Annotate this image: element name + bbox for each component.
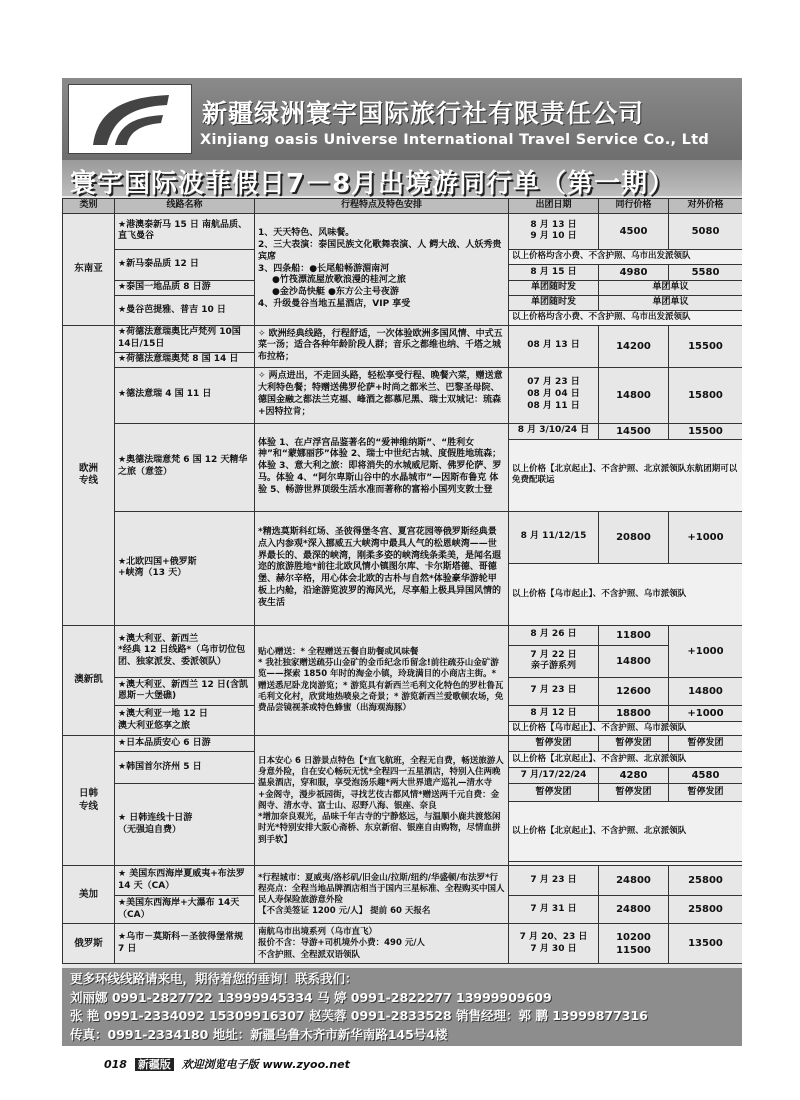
company-name-en: Xinjiang oasis Universe International Travel Service Co., Ltd [200,132,710,148]
status: 暂停发团 [599,784,669,802]
departure-date: 单团随时发 [509,296,599,311]
route-features: ✧ 欧洲经典线路，行程舒适，一次体验欧洲多国风情、中式五菜一汤；适合各种年龄阶段人群；音乐之都维也纳、千塔之城布拉格； [255,326,509,368]
edition-badge: 新疆版 [135,1058,174,1071]
price-note: 以上价格均含小费、不含护照、乌市出发派领队 [509,311,743,326]
public-price: 15500 [669,326,743,368]
price-note: 以上价格均含小费、不含护照、乌市出发派领队 [509,249,743,264]
peer-price: 11800 [599,625,669,645]
departure-date: 7 月 20、23 日 7 月 30 日 [509,924,599,964]
status: 暂停发团 [669,736,743,752]
website-text: 欢迎浏览电子版 www.zyoo.net [181,1058,350,1071]
peer-price: 14800 [599,645,669,677]
table-row [63,213,743,249]
status: 暂停发团 [509,736,599,752]
status: 暂停发团 [509,784,599,802]
route-features: 南航乌市出境系列（乌市直飞） 报价不含：导游+司机境外小费：490 元/人 不含护照、全程派双语领队 [255,924,509,964]
public-price: +1000 [669,511,743,563]
category-cell: 欧洲 专线 [63,326,115,626]
public-price: 14800 [669,677,743,705]
page-footer [104,1056,350,1072]
peer-price: 14500 [599,423,669,439]
price-note: 以上价格【北京起止】、不含护照、北京派领队 [509,802,743,862]
route-name: ★澳大利亚、新西兰 *经典 12 日线路*（乌市切位包团、独家派发、委派领队） [115,625,255,677]
public-price: 5580 [669,264,743,280]
column-header: 出团日期 [509,199,599,214]
route-name: ★奥德法瑞意梵 6 国 12 天精华之旅（意签） [115,423,255,511]
price-note: 以上价格【北京起止】、不含护照、北京派领队 [509,752,743,768]
table-row [63,423,743,439]
public-price: 25800 [669,866,743,896]
route-name: ★泰国一地品质 8 日游 [115,281,255,296]
peer-price: 14200 [599,326,669,368]
public-price: 5080 [669,213,743,249]
route-name: ★乌市－莫斯科－圣彼得堡常规 7 日 [115,924,255,964]
price-note: 以上价格【乌市起止】、不含护照、乌市派领队 [509,563,743,625]
table-row [63,625,743,645]
company-logo [68,84,192,154]
page-title: 寰宇国际波菲假日7－8月出境游同行单（第一期） [70,169,676,199]
route-features: *精选莫斯科红场、圣彼得堡冬宫、夏宫花园等俄罗斯经典景点入内参观*深入挪威五大峡湾中最具人气的松恩峡湾——世界最长的、最深的峡湾，刚柔多姿的峡湾线条柔美，是闻名遐迩的旅游胜地*前往北欧风情小镇图尔库、卡尔斯塔德、哥德堡、赫尔辛格，用心体会北欧的古朴与自然*体验豪华游轮甲板上内舱，沿途游览波罗的海风光，尽享船上极具异国风情的夜生活 [255,511,509,625]
company-header [62,78,742,160]
departure-date: 8 月 26 日 [509,625,599,645]
category-cell: 澳新凯 [63,625,115,735]
contact-footer [62,968,742,1046]
route-name: ★美国东西海岸+大瀑布 14天（CA） [115,896,255,924]
company-name-cn: 新疆绿洲寰宇国际旅行社有限责任公司 [202,99,645,128]
departure-date: 8 月 13 日 9 月 10 日 [509,213,599,249]
departure-date: 7 月 23 日 [509,866,599,896]
public-price: +1000 [669,625,743,677]
departure-date: 8 月 12 日 [509,705,599,721]
column-header: 类别 [63,199,115,214]
departure-date: 08 月 13 日 [509,326,599,368]
table-row [63,367,743,423]
column-header: 对外价格 [669,199,743,214]
column-header: 同行价格 [599,199,669,214]
route-features: 日本安心 6 日游景点特色【*直飞航班，全程无自费，畅送旅游人身意外险，自在安心畅玩无忧*全程四一五星酒店，特别入住两晚温泉酒店，穿和服，享受泡汤乐趣*两大世界遗产巡礼—清水寺+金阁寺，漫步祇园街，寻找艺伎古都风情*赠送两千元自费：金阁寺、清水寺、富士山、忍野八海、银座、奈良 *增加奈良观光，品味千年古寺的宁静悠远，与温顺小鹿共渡悠闲时光*特别安排大阪心斋桥、东京新宿、银座自由购物，尽情血拼到手软】 [255,736,509,866]
route-features: 贴心赠送：* 全程赠送五餐自助餐或风味餐 * 我社独家赠送疏芬山金矿的金币纪念币留念!前往疏芬山金矿游览——探索 1850 年时的淘金小镇，玲珑满目的小商店主街。* 赠送悉尼卧龙岗游览；* 游览具有新西兰毛利文化特色的罗杜鲁瓦毛利文化村，欣赏地热喷泉之奇景；* 游览新西兰爱歌顿农场，免费品尝镜视茶或特色蜂蜜（出海观海豚） [255,625,509,735]
category-cell: 俄罗斯 [63,924,115,964]
route-name: ★曼谷芭提雅、普吉 10 日 [115,296,255,326]
departure-date: 07 月 23 日 08 月 04 日 08 月 11 日 [509,367,599,423]
table-row [63,326,743,353]
column-header: 行程特点及特色安排 [255,199,509,214]
contact-line: 刘丽娜 0991-2827722 13999945334 马 婷 0991-2822277 13999909609 [70,989,552,1005]
departure-date: 7 月 22 日 亲子游系列 [509,645,599,677]
table-header-row [63,199,743,214]
departure-date: 8 月 3/10/24 日 [509,423,599,439]
departure-date: 单团随时发 [509,281,599,296]
price-note: 以上价格【乌市起止】、不含护照、乌市派领队 [509,722,743,736]
route-features: ✧ 两点进出，不走回头路，轻松享受行程、晚餐六菜，赠送意大利特色餐；特赠送佛罗伦萨+时尚之都米兰、巴黎圣母院、德国金融之都法兰克福、峰酒之都慕尼黑、瑞士双城记：琉森+因特拉肯； [255,367,509,423]
status: 暂停发团 [669,784,743,802]
departure-date: 8 月 11/12/15 [509,511,599,563]
public-price: +1000 [669,705,743,721]
route-name: ★ 美国东西海岸夏威夷+布法罗 14 天（CA） [115,866,255,896]
table-row [63,736,743,752]
peer-price: 14800 [599,367,669,423]
route-name: ★荷德法意瑞奥比卢梵列 10国 14日/15日 [115,326,255,353]
departure-date: 7 月 23 日 [509,677,599,705]
title-banner [62,160,742,199]
swoosh-logo-icon [69,85,193,155]
category-cell: 美加 [63,866,115,924]
public-price: 25800 [669,896,743,924]
table-row [63,924,743,964]
public-price: 13500 [669,924,743,964]
brochure-page [62,78,742,1046]
departure-date: 7 月 31 日 [509,896,599,924]
peer-price: 12600 [599,677,669,705]
peer-price: 10200 11500 [599,924,669,964]
route-features: 1、天天特色、风味餐。 2、三大表演：泰国民族文化歌舞表演、人 鳄大战、人妖秀贵宾席 3、四条船：●长尾船畅游湄南河 ●竹筏漂流屋放歌浪漫的桂河之旅 ●金沙岛快艇 ●东方公主号夜游 4、升级曼谷当地五星酒店，VIP 享受 [255,213,509,325]
route-name: ★荷德法意瑞奥梵 8 国 14 日 [115,352,255,367]
route-name: ★ 日韩连线十日游 （无强迫自费） [115,784,255,866]
departure-date: 7 月/17/22/24 [509,768,599,784]
contact-line: 张 艳 0991-2334092 15309916307 赵芙蓉 0991-2833528 销售经理：郭 鹏 13999877316 [70,1008,648,1023]
route-name: ★澳大利亚一地 12 日 澳大利亚悠享之旅 [115,705,255,735]
peer-price: 24800 [599,866,669,896]
route-name: ★新马泰品质 12 日 [115,249,255,280]
route-name: ★北欧四国+俄罗斯 +峡湾（13 天） [115,511,255,625]
contact-intro: 更多环线线路请来电，期待着您的垂询！联系我们： [70,971,358,986]
price-status: 单团单议 [599,281,743,296]
public-price: 15500 [669,423,743,439]
route-name: ★韩国首尔济州 5 日 [115,752,255,784]
peer-price: 20800 [599,511,669,563]
route-name: ★日本品质安心 6 日游 [115,736,255,752]
category-cell: 东南亚 [63,213,115,325]
public-price: 15800 [669,367,743,423]
route-name: ★港澳泰新马 15 日 南航品质、直飞曼谷 [115,213,255,249]
address-line: 传真：0991-2334180 地址：新疆乌鲁木齐市新华南路145号4楼 [70,1026,448,1042]
tour-table [62,198,742,964]
page-number: 018 [104,1058,127,1071]
peer-price: 4980 [599,264,669,280]
peer-price: 24800 [599,896,669,924]
peer-price: 4500 [599,213,669,249]
status: 暂停发团 [599,736,669,752]
peer-price: 4280 [599,768,669,784]
route-features: *行程城市：夏威夷/洛杉矶/旧金山/拉斯/纽约/华盛顿/布法罗*行程亮点：全程当地品牌酒店相当于国内三星标准、全程购买中国人民人寿保险旅游意外险 【不含美签证 1200 元/人】 提前 60 天报名 [255,866,509,924]
public-price: 4580 [669,768,743,784]
departure-date: 8 月 15 日 [509,264,599,280]
column-header: 线路名称 [115,199,255,214]
price-note: 以上价格【北京起止】、不含护照、北京派领队东航团期可以免费配联运 [509,439,743,511]
route-name: ★澳大利亚、新西兰 12 日(含凯恩斯－大堡礁) [115,677,255,705]
category-cell: 日韩 专线 [63,736,115,866]
route-features: 体验 1、在卢浮宫品鉴著名的“爱神维纳斯”、“胜利女神”和“蒙娜丽莎”体验 2、瑞士中世纪古城、度假胜地琉森；体验 3、意大利之旅：即将消失的水城威尼斯、佛罗伦萨、罗马。体验 4、“阿尔卑斯山谷中的水晶城市”—因斯布鲁克 体验 5、畅游世界顶级生活水准而著称的富裕小国列支敦士登 [255,423,509,511]
table-row [63,511,743,563]
price-status: 单团单议 [599,296,743,311]
peer-price: 18800 [599,705,669,721]
table-row [63,866,743,896]
route-name: ★德法意瑞 4 国 11 日 [115,367,255,423]
